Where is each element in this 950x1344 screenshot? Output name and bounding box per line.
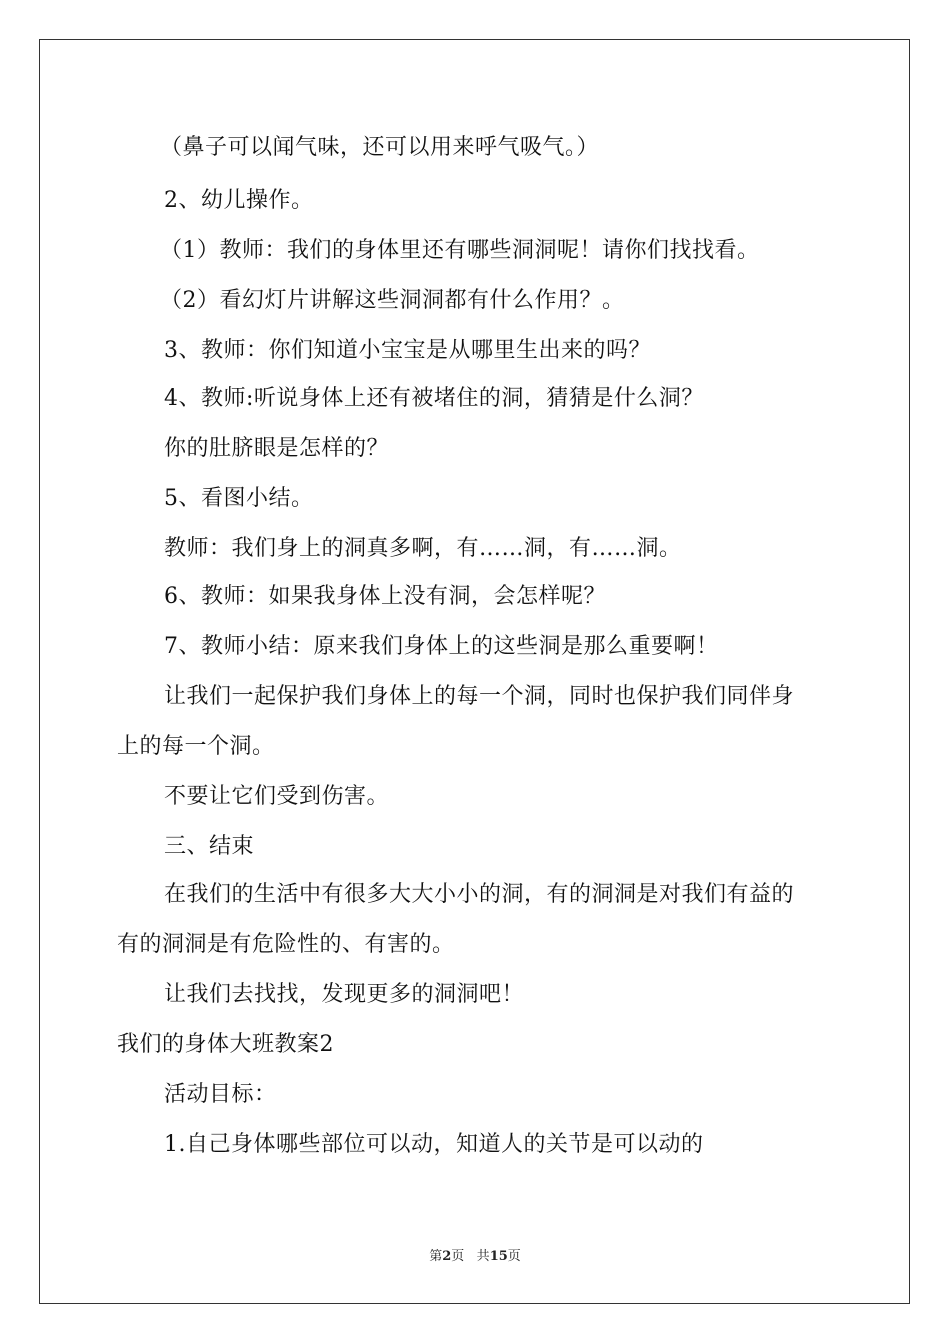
paragraph-teacher-summary: 教师：我们身上的洞真多啊，有……洞，有……洞。	[164, 536, 682, 561]
paragraph-activity-goals: 活动目标：	[164, 1082, 277, 1107]
page-border	[39, 39, 910, 1304]
paragraph-step-4: 4、教师:听说身体上还有被堵住的洞，猜猜是什么洞？	[164, 386, 704, 411]
paragraph-step-7: 7、教师小结：原来我们身体上的这些洞是那么重要啊！	[164, 634, 719, 659]
paragraph-step-6: 6、教师：如果我身体上没有洞，会怎样呢？	[164, 584, 606, 609]
paragraph-step-2: 2、幼儿操作。	[164, 188, 314, 213]
paragraph-navel-question: 你的肚脐眼是怎样的？	[164, 436, 390, 461]
paragraph-no-harm: 不要让它们受到伤害。	[164, 784, 390, 809]
paragraph-step-2-2: （2）看幻灯片讲解这些洞洞都有什么作用？。	[160, 288, 625, 313]
section-heading-end: 三、结束	[164, 834, 255, 859]
paragraph-find-more: 让我们去找找，发现更多的洞洞吧！	[164, 982, 525, 1007]
paragraph-step-3: 3、教师：你们知道小宝宝是从哪里生出来的吗？	[164, 338, 651, 363]
footer-page-prefix: 第	[429, 1249, 443, 1264]
footer-total-suffix: 页	[507, 1249, 521, 1264]
footer-page-number: 2	[442, 1249, 452, 1264]
paragraph-goal-1: 1.自己身体哪些部位可以动，知道人的关节是可以动的	[164, 1132, 704, 1157]
paragraph-protect-line-1: 让我们一起保护我们身体上的每一个洞，同时也保护我们同伴身	[164, 684, 795, 709]
paragraph-step-5: 5、看图小结。	[164, 486, 314, 511]
lesson-title: 我们的身体大班教案2	[117, 1032, 334, 1057]
page-footer	[0, 1249, 950, 1265]
paragraph-holes-line-1: 在我们的生活中有很多大大小小的洞，有的洞洞是对我们有益的	[164, 882, 795, 907]
paragraph-step-2-1: （1）教师：我们的身体里还有哪些洞洞呢！请你们找找看。	[160, 238, 760, 263]
footer-total-pages: 15	[489, 1249, 508, 1264]
footer-total-prefix: 共	[476, 1249, 490, 1264]
paragraph-protect-line-2: 上的每一个洞。	[117, 734, 275, 759]
paragraph-nose-note: （鼻子可以闻气味，还可以用来呼气吸气。）	[160, 135, 600, 160]
footer-page-suffix: 页	[451, 1249, 465, 1264]
paragraph-holes-line-2: 有的洞洞是有危险性的、有害的。	[117, 932, 455, 957]
